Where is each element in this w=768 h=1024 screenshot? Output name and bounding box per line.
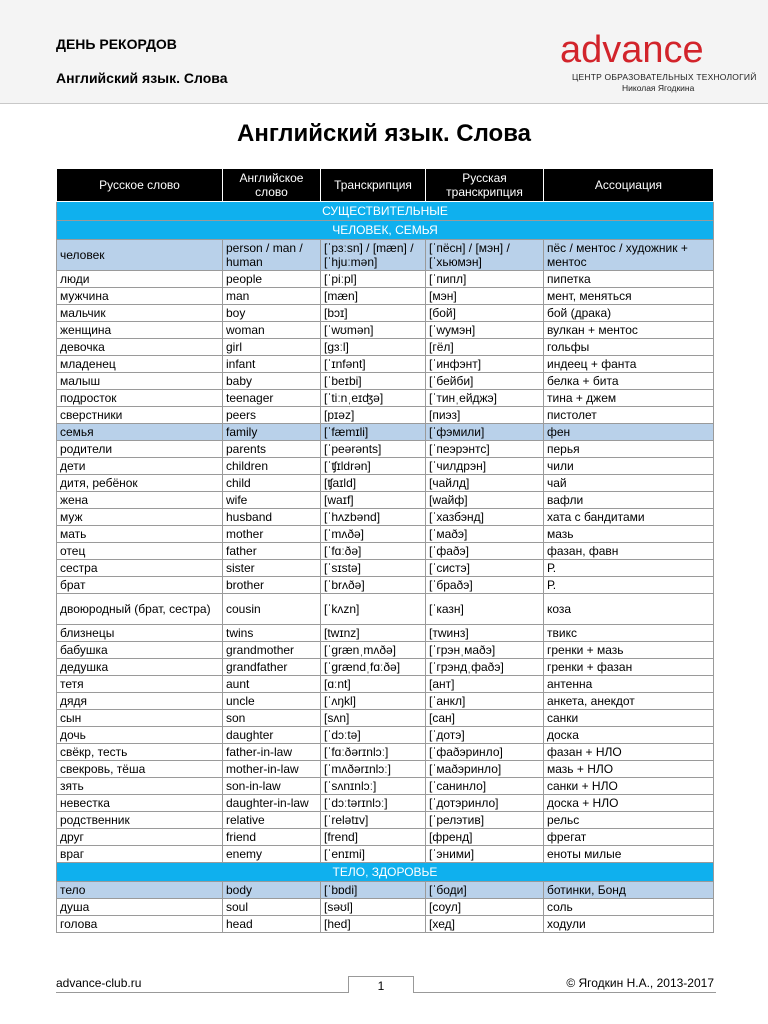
table-row [57, 778, 714, 795]
table-cell: enemy [223, 846, 321, 863]
table-cell: [ˈenɪmi] [321, 846, 426, 863]
table-cell: рельс [544, 812, 714, 829]
table-row [57, 509, 714, 526]
table-cell: child [223, 475, 321, 492]
table-cell: [ˈчилдрэн] [426, 458, 544, 475]
table-cell: дядя [57, 693, 223, 710]
words-table [56, 168, 714, 933]
column-header: Английское слово [223, 169, 321, 202]
table-cell: [hed] [321, 916, 426, 933]
table-cell: mother-in-law [223, 761, 321, 778]
table-row [57, 642, 714, 659]
table-cell: гренки + мазь [544, 642, 714, 659]
table-cell: родители [57, 441, 223, 458]
table-cell: grandmother [223, 642, 321, 659]
table-cell: body [223, 882, 321, 899]
table-cell: санки [544, 710, 714, 727]
table-cell: зять [57, 778, 223, 795]
table-cell: гренки + фазан [544, 659, 714, 676]
table-cell: коза [544, 594, 714, 625]
table-cell: бабушка [57, 642, 223, 659]
column-header: Транскрипция [321, 169, 426, 202]
table-cell: [ˈсанинло] [426, 778, 544, 795]
table-cell: фазан + НЛО [544, 744, 714, 761]
table-cell: [ˈhʌzbənd] [321, 509, 426, 526]
table-cell: husband [223, 509, 321, 526]
table-cell: parents [223, 441, 321, 458]
table-cell: мент, меняться [544, 288, 714, 305]
table-row [57, 560, 714, 577]
table-cell: ходули [544, 916, 714, 933]
table-cell: женщина [57, 322, 223, 339]
table-cell: soul [223, 899, 321, 916]
table-cell: мать [57, 526, 223, 543]
table-cell: сверстники [57, 407, 223, 424]
table-row [57, 424, 714, 441]
logo-author: Николая Ягодкина [622, 83, 695, 93]
table-row [57, 625, 714, 642]
table-cell: head [223, 916, 321, 933]
table-row [57, 882, 714, 899]
section-row [57, 221, 714, 240]
section-label: ТЕЛО, ЗДОРОВЬЕ [57, 863, 714, 882]
table-cell: дедушка [57, 659, 223, 676]
table-cell: бой (драка) [544, 305, 714, 322]
table-cell: [ˈwумэн] [426, 322, 544, 339]
table-cell: [ˈbrʌðə] [321, 577, 426, 594]
table-cell: [bɔɪ] [321, 305, 426, 322]
table-cell: фазан, фавн [544, 543, 714, 560]
table-row [57, 543, 714, 560]
table-cell: враг [57, 846, 223, 863]
table-cell: father [223, 543, 321, 560]
table-cell: [ˈхазбэнд] [426, 509, 544, 526]
table-row [57, 577, 714, 594]
table-cell: душа [57, 899, 223, 916]
table-row [57, 305, 714, 322]
table-cell: голова [57, 916, 223, 933]
table-row [57, 710, 714, 727]
table-cell: [ˈбраðэ] [426, 577, 544, 594]
table-cell: [френд] [426, 829, 544, 846]
table-cell: близнецы [57, 625, 223, 642]
table-cell: [ˈmʌðə] [321, 526, 426, 543]
table-cell: [ˈpeərənts] [321, 441, 426, 458]
table-cell: [ʧaɪld] [321, 475, 426, 492]
table-cell: sister [223, 560, 321, 577]
column-header: Ассоциация [544, 169, 714, 202]
table-body [57, 202, 714, 933]
table-row [57, 356, 714, 373]
table-cell: санки + НЛО [544, 778, 714, 795]
table-cell: мальчик [57, 305, 223, 322]
table-cell: [ˈфаðэ] [426, 543, 544, 560]
table-cell: [səʊl] [321, 899, 426, 916]
table-cell: чили [544, 458, 714, 475]
table-row [57, 744, 714, 761]
table-cell: [pɪəz] [321, 407, 426, 424]
logo-wordmark: advance [560, 29, 704, 71]
table-cell: [ˈsʌnɪnlɔː] [321, 778, 426, 795]
table-cell: [ˈказн] [426, 594, 544, 625]
table-row [57, 526, 714, 543]
table-row [57, 322, 714, 339]
header-subtitle: Английский язык. Слова [56, 70, 228, 86]
table-cell: доска + НЛО [544, 795, 714, 812]
table-cell: пистолет [544, 407, 714, 424]
table-row [57, 288, 714, 305]
table-cell: [ˈbeɪbi] [321, 373, 426, 390]
table-cell: хата с бандитами [544, 509, 714, 526]
table-cell: [ˈсистэ] [426, 560, 544, 577]
table-cell: муж [57, 509, 223, 526]
table-cell: мужчина [57, 288, 223, 305]
table-cell: brother [223, 577, 321, 594]
table-cell: чай [544, 475, 714, 492]
table-cell: [ˈбоди] [426, 882, 544, 899]
table-cell: [ˈsɪstə] [321, 560, 426, 577]
table-cell: family [223, 424, 321, 441]
table-cell: [ˈpɜːsn] / [mæn] / [ˈhjuːmən] [321, 240, 426, 271]
table-cell: wife [223, 492, 321, 509]
table-cell: [gɜːl] [321, 339, 426, 356]
table-cell: friend [223, 829, 321, 846]
table-cell: [ˈгрэндˌфаðэ] [426, 659, 544, 676]
logo-tagline: ЦЕНТР ОБРАЗОВАТЕЛЬНЫХ ТЕХНОЛОГИЙ [572, 72, 757, 82]
table-cell: woman [223, 322, 321, 339]
table-cell: пёс / ментос / художник + ментос [544, 240, 714, 271]
table-cell: [ˈбейби] [426, 373, 544, 390]
table-cell: доска [544, 727, 714, 744]
table-row [57, 339, 714, 356]
table-row [57, 676, 714, 693]
table-cell: брат [57, 577, 223, 594]
table-row [57, 441, 714, 458]
table-cell: aunt [223, 676, 321, 693]
table-cell: children [223, 458, 321, 475]
table-cell: [ˈинфэнт] [426, 356, 544, 373]
table-cell: мазь + НЛО [544, 761, 714, 778]
table-cell: невестка [57, 795, 223, 812]
table-cell: [ˈдотэ] [426, 727, 544, 744]
table-row [57, 240, 714, 271]
table-cell: девочка [57, 339, 223, 356]
table-cell: [ˈʌŋkl] [321, 693, 426, 710]
table-cell: жена [57, 492, 223, 509]
table-cell: [ˈфэмили] [426, 424, 544, 441]
table-cell: сын [57, 710, 223, 727]
table-cell: антенна [544, 676, 714, 693]
table-cell: человек [57, 240, 223, 271]
table-cell: [ˈфаðэринло] [426, 744, 544, 761]
table-cell: отец [57, 543, 223, 560]
table-cell: boy [223, 305, 321, 322]
table-cell: [бой] [426, 305, 544, 322]
table-cell: [ˈdɔːtərɪnlɔː] [321, 795, 426, 812]
table-cell: [wайф] [426, 492, 544, 509]
table-cell: семья [57, 424, 223, 441]
table-cell: малыш [57, 373, 223, 390]
table-cell: [twɪnz] [321, 625, 426, 642]
table-cell: [ˈрелэтив] [426, 812, 544, 829]
table-cell: [ˈwʊmən] [321, 322, 426, 339]
table-cell: белка + бита [544, 373, 714, 390]
table-cell: [ˈэними] [426, 846, 544, 863]
table-cell: twins [223, 625, 321, 642]
table-cell: фрегат [544, 829, 714, 846]
table-cell: дочь [57, 727, 223, 744]
table-cell: вулкан + ментос [544, 322, 714, 339]
page-number: 1 [348, 976, 414, 993]
advance-logo [560, 29, 757, 100]
table-cell: [mæn] [321, 288, 426, 305]
table-cell: [ˈгрэнˌмаðэ] [426, 642, 544, 659]
table-cell: [ˈтинˌейджэ] [426, 390, 544, 407]
table-cell: [ˈkʌzn] [321, 594, 426, 625]
table-row [57, 390, 714, 407]
table-cell: индеец + фанта [544, 356, 714, 373]
table-row [57, 373, 714, 390]
table-cell: [ˈbɒdi] [321, 882, 426, 899]
table-cell: uncle [223, 693, 321, 710]
table-row [57, 795, 714, 812]
table-cell: [ˈtiːnˌeɪʤə] [321, 390, 426, 407]
section-row [57, 202, 714, 221]
table-row [57, 659, 714, 676]
table-cell: мазь [544, 526, 714, 543]
table-row [57, 458, 714, 475]
table-cell: [ˈпеэрэнтс] [426, 441, 544, 458]
table-cell: [мэн] [426, 288, 544, 305]
table-cell: [ˈmʌðərɪnlɔː] [321, 761, 426, 778]
table-cell: свекровь, тёша [57, 761, 223, 778]
table-cell: daughter-in-law [223, 795, 321, 812]
table-cell: дети [57, 458, 223, 475]
table-cell: [sʌn] [321, 710, 426, 727]
table-row [57, 916, 714, 933]
table-cell: [ˈfɑːðə] [321, 543, 426, 560]
table-cell: [ˈпипл] [426, 271, 544, 288]
header-title: ДЕНЬ РЕКОРДОВ [56, 36, 177, 52]
table-cell: ботинки, Бонд [544, 882, 714, 899]
table-cell: son-in-law [223, 778, 321, 795]
table-row [57, 492, 714, 509]
table-cell: соль [544, 899, 714, 916]
section-row [57, 863, 714, 882]
table-cell: son [223, 710, 321, 727]
table-cell: Р. [544, 577, 714, 594]
table-cell: двоюродный (брат, сестра) [57, 594, 223, 625]
table-cell: grandfather [223, 659, 321, 676]
table-cell: свёкр, тесть [57, 744, 223, 761]
table-cell: [ˈɪnfənt] [321, 356, 426, 373]
table-cell: родственник [57, 812, 223, 829]
table-row [57, 727, 714, 744]
table-row [57, 899, 714, 916]
table-cell: анкета, анекдот [544, 693, 714, 710]
table-cell: father-in-law [223, 744, 321, 761]
table-cell: [ɑːnt] [321, 676, 426, 693]
table-cell: дитя, ребёнок [57, 475, 223, 492]
table-cell: перья [544, 441, 714, 458]
table-cell: [чайлд] [426, 475, 544, 492]
section-label: ЧЕЛОВЕК, СЕМЬЯ [57, 221, 714, 240]
footer-copyright: © Ягодкин Н.А., 2013-2017 [566, 976, 714, 990]
table-cell: фен [544, 424, 714, 441]
table-cell: baby [223, 373, 321, 390]
table-cell: младенец [57, 356, 223, 373]
table-cell: [тwинз] [426, 625, 544, 642]
table-cell: teenager [223, 390, 321, 407]
table-cell: [ˈpiːpl] [321, 271, 426, 288]
table-cell: [ˈfæmɪli] [321, 424, 426, 441]
table-cell: гольфы [544, 339, 714, 356]
table-cell: [ант] [426, 676, 544, 693]
table-cell: [сан] [426, 710, 544, 727]
table-cell: person / man / human [223, 240, 321, 271]
table-cell: [пиэз] [426, 407, 544, 424]
table-cell: сестра [57, 560, 223, 577]
table-cell: [ˈrelətɪv] [321, 812, 426, 829]
table-cell: [ˈgrænˌmʌðə] [321, 642, 426, 659]
table-cell: твикс [544, 625, 714, 642]
table-cell: еноты милые [544, 846, 714, 863]
table-row [57, 761, 714, 778]
table-cell: друг [57, 829, 223, 846]
table-cell: [frend] [321, 829, 426, 846]
table-cell: тело [57, 882, 223, 899]
table-cell: girl [223, 339, 321, 356]
table-cell: peers [223, 407, 321, 424]
page-title: Английский язык. Слова [237, 120, 531, 147]
table-cell: people [223, 271, 321, 288]
table-cell: relative [223, 812, 321, 829]
table-cell: [ˈgrændˌfɑːðə] [321, 659, 426, 676]
table-row [57, 475, 714, 492]
table-cell: пипетка [544, 271, 714, 288]
table-row [57, 829, 714, 846]
section-label: СУЩЕСТВИТЕЛЬНЫЕ [57, 202, 714, 221]
table-cell: daughter [223, 727, 321, 744]
table-cell: [хед] [426, 916, 544, 933]
table-cell: infant [223, 356, 321, 373]
column-header: Русская транскрипция [426, 169, 544, 202]
table-cell: тина + джем [544, 390, 714, 407]
table-row [57, 407, 714, 424]
table-cell: [ˈʧɪldrən] [321, 458, 426, 475]
table-cell: [ˈdɔːtə] [321, 727, 426, 744]
table-cell: [соул] [426, 899, 544, 916]
table-cell: mother [223, 526, 321, 543]
table-row [57, 812, 714, 829]
table-cell: [ˈмаðэринло] [426, 761, 544, 778]
footer-site: advance-club.ru [56, 976, 142, 990]
table-cell: [гёл] [426, 339, 544, 356]
table-cell: люди [57, 271, 223, 288]
table-cell: вафли [544, 492, 714, 509]
table-header-row [57, 169, 714, 202]
table-cell: man [223, 288, 321, 305]
table-cell: тетя [57, 676, 223, 693]
table-cell: подросток [57, 390, 223, 407]
table-row [57, 846, 714, 863]
table-row [57, 594, 714, 625]
column-header: Русское слово [57, 169, 223, 202]
table-cell: Р. [544, 560, 714, 577]
table-cell: [ˈанкл] [426, 693, 544, 710]
table-cell: [waɪf] [321, 492, 426, 509]
table-row [57, 693, 714, 710]
table-cell: [ˈпёсн] / [мэн] / [ˈхьюмэн] [426, 240, 544, 271]
table-cell: [ˈfɑːðərɪnlɔː] [321, 744, 426, 761]
table-cell: [ˈдотэринло] [426, 795, 544, 812]
table-cell: [ˈмаðэ] [426, 526, 544, 543]
table-row [57, 271, 714, 288]
table-cell: cousin [223, 594, 321, 625]
